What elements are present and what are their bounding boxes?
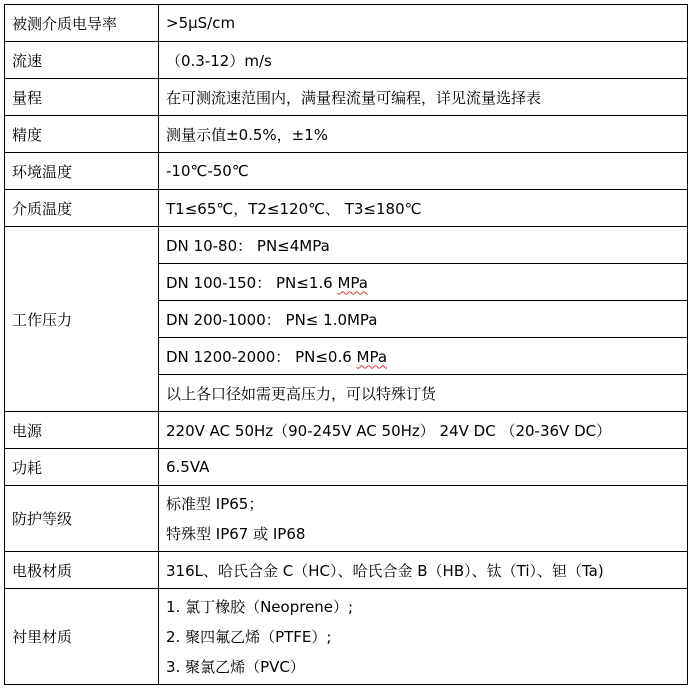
- spellcheck-flagged-text: MPa: [356, 347, 388, 366]
- row-value: 在可测流速范围内，满量程流量可编程，详见流量选择表: [159, 79, 688, 116]
- pressure-text: DN 100-150： PN≤1.6: [166, 273, 338, 292]
- row-value: （0.3-12）m/s: [159, 42, 688, 79]
- protection-line: 标准型 IP65；: [166, 494, 264, 513]
- row-label: 功耗: [5, 449, 159, 486]
- row-label: 防护等级: [5, 486, 159, 552]
- table-row: [5, 42, 688, 79]
- row-label: 量程: [5, 79, 159, 116]
- row-value: [159, 486, 688, 552]
- row-label: 介质温度: [5, 190, 159, 227]
- row-value: 316L、哈氏合金 C（HC）、哈氏合金 B（HB）、钛（Ti）、钽（Ta): [159, 552, 688, 589]
- row-value: [159, 589, 688, 685]
- lining-line: 3. 聚氯乙烯（PVC）: [166, 657, 305, 676]
- row-value: 220V AC 50Hz（90-245V AC 50Hz） 24V DC （20-36V DC）: [159, 412, 688, 449]
- spec-table: [4, 4, 688, 685]
- table-row: [5, 449, 688, 486]
- table-row: [5, 589, 688, 685]
- row-label: 工作压力: [5, 227, 159, 412]
- row-label: 流速: [5, 42, 159, 79]
- row-label: 电源: [5, 412, 159, 449]
- pressure-item: [159, 301, 688, 338]
- protection-line: 特殊型 IP67 或 IP68: [166, 524, 306, 543]
- row-label: 衬里材质: [5, 589, 159, 685]
- table-row: [5, 486, 688, 552]
- pressure-text: DN 10-80： PN≤4MPa: [166, 236, 330, 255]
- table-row: [5, 412, 688, 449]
- lining-line: 2. 聚四氟乙烯（PTFE）;: [166, 627, 332, 646]
- row-label: 被测介质电导率: [5, 5, 159, 42]
- pressure-item: [159, 338, 688, 375]
- spellcheck-flagged-text: MPa: [337, 273, 368, 292]
- lining-line: 1. 氯丁橡胶（Neoprene）;: [166, 597, 354, 616]
- pressure-item: [159, 375, 688, 412]
- table-row: [5, 153, 688, 190]
- pressure-text: 以上各口径如需更高压力，可以特殊订货: [166, 384, 437, 403]
- pressure-text: DN 200-1000： PN≤ 1.0MPa: [166, 310, 378, 329]
- table-row: [5, 116, 688, 153]
- row-value: T1≤65℃，T2≤120℃、 T3≤180℃: [159, 190, 688, 227]
- table-row: [5, 79, 688, 116]
- table-row: [5, 190, 688, 227]
- row-value: 6.5VA: [159, 449, 688, 486]
- pressure-text: DN 1200-2000： PN≤0.6: [166, 347, 357, 366]
- row-value: -10℃-50℃: [159, 153, 688, 190]
- pressure-item: [159, 227, 688, 264]
- row-value: >5μS/cm: [159, 5, 688, 42]
- pressure-item: [159, 264, 688, 301]
- row-value: 测量示值±0.5%，±1%: [159, 116, 688, 153]
- row-label: 电极材质: [5, 552, 159, 589]
- table-row: [5, 227, 688, 264]
- table-row: [5, 5, 688, 42]
- row-label: 环境温度: [5, 153, 159, 190]
- row-label: 精度: [5, 116, 159, 153]
- table-row: [5, 552, 688, 589]
